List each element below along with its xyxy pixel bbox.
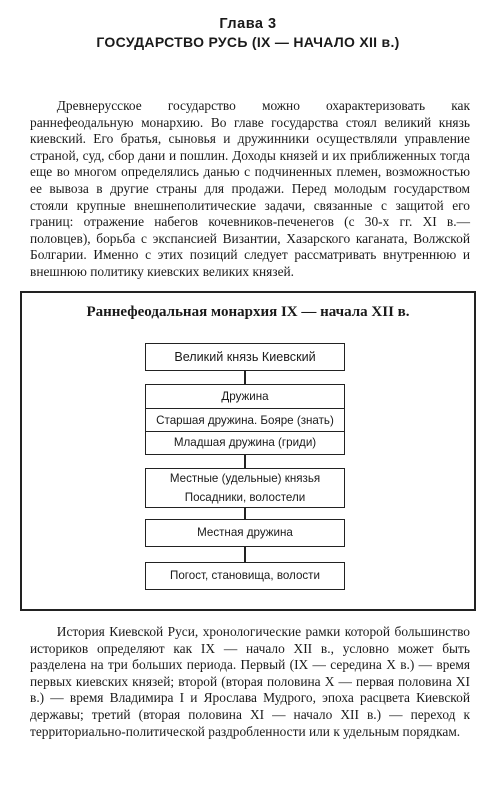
diagram-row: Погост, становища, волости [170, 569, 320, 582]
diagram-connector [244, 455, 246, 468]
diagram-connector [244, 371, 246, 384]
diagram-row: Старшая дружина. Бояре (знать) [146, 408, 344, 431]
diagram-box-local-princes [145, 468, 345, 508]
diagram-row: Дружина [221, 390, 269, 403]
diagram-box-druzhina [145, 384, 345, 455]
diagram-row: Посадники, волостели [184, 490, 306, 504]
diagram-connector [244, 508, 246, 519]
diagram-box-local-druzhina [145, 519, 345, 547]
chapter-title: ГОСУДАРСТВО РУСЬ (IX — НАЧАЛО XII в.) [96, 34, 400, 50]
diagram-box-grand-prince [145, 343, 345, 371]
diagram-row: Местная дружина [197, 526, 293, 539]
diagram-connector [244, 547, 246, 562]
diagram-row: Младшая дружина (гриди) [146, 431, 344, 453]
diagram-row: Местные (удельные) князья [169, 472, 321, 485]
diagram-title: Раннефеодальная монархия IX — начала XII в. [86, 304, 410, 320]
chapter-number: Глава 3 [219, 16, 277, 32]
history-paragraph: История Киевской Руси, хронологические рамки которой большинство историков определяют как IX — начало XII в., условно может быть разделена на три больших периода. Первый (IX — середина X в.) — время первых киевских князей; второй (вторая половина X — первая половина XI в.) — время Владимира I и Ярослава Мудрого, эпоха расцвета Киевской державы; третий (вторая половина XI — начало XII в.) — переход к территориально-политической раздробленности или к удельным порядкам. [30, 624, 470, 739]
diagram-row: Великий князь Киевский [174, 349, 316, 364]
diagram-box-pogost [145, 562, 345, 590]
intro-paragraph: Древнерусское государство можно охарактеризовать как раннефеодальную монархию. Во главе государства стоял великий князь киевский. Его братья, сыновья и дружинники осуществляли управление страной, суд, сбор дани и пошлин. Доходы князей и их приближенных тогда еще во многом определялись данью с подчиненных племен, возможностью ее вывоза в другие страны для продажи. Перед молодым государством стояли крупные внешнеполитические задачи, связанные с защитой его границ: отражение набегов кочевников-печенегов (с 30-х гг. XI в.— половцев), борьба с экспансией Византии, Хазарского каганата, Волжской Болгарии. Именно с этих позиций следует рассматривать внутреннюю и внешнюю политику киевских великих князей. [30, 98, 470, 279]
